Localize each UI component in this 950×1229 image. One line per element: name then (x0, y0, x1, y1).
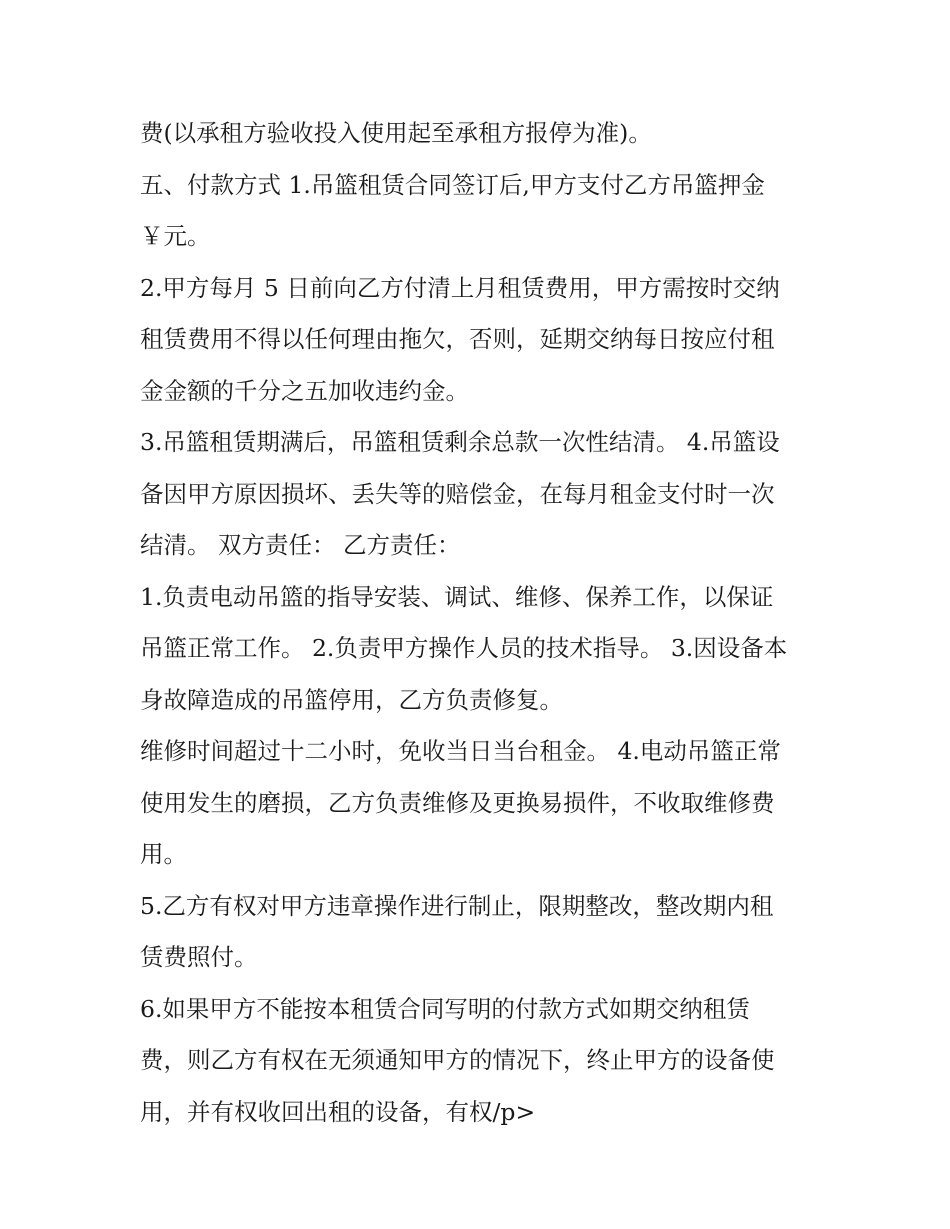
text-line: 结清。 双方责任： 乙方责任： (140, 531, 461, 559)
text-line: 五、付款方式 1.吊篮租赁合同签订后,甲方支付乙方吊篮押金 (140, 170, 765, 199)
text-line: ￥元。 (140, 222, 211, 250)
text-line: 5.乙方有权对甲方违章操作进行制止，限期整改，整改期内租 (140, 891, 774, 920)
text-line: 费，则乙方有权在无须通知甲方的情况下，终止甲方的设备使 (140, 1046, 775, 1074)
contract-text (140, 108, 820, 1138)
text-line: 租赁费用不得以任何理由拖欠，否则，延期交纳每日按应付租 (140, 325, 775, 353)
text-line: 用，并有权收回出租的设备，有权/p> (140, 1097, 536, 1126)
text-line: 金金额的千分之五加收违约金。 (140, 376, 469, 405)
text-line: 维修时间超过十二小时，免收当日当台租金。 4.电动吊篮正常 (140, 737, 781, 765)
text-line: 使用发生的磨损，乙方负责维修及更换易损件，不收取维修费 (140, 788, 775, 817)
text-line: 赁费照付。 (140, 943, 258, 971)
text-line: 3.吊篮租赁期满后，吊篮租赁剩余总款一次性结清。 4.吊篮设 (140, 428, 780, 456)
text-line: 备因甲方原因损坏、丢失等的赔偿金，在每月租金支付时一次 (140, 479, 775, 508)
text-line: 费(以承租方验收投入使用起至承租方报停为准)。 (140, 119, 652, 147)
text-line: 吊篮正常工作。 2.负责甲方操作人员的技术指导。 3.因设备本 (140, 634, 788, 662)
text-line: 6.如果甲方不能按本租赁合同写明的付款方式如期交纳租赁 (140, 994, 750, 1023)
text-line: 用。 (140, 840, 187, 868)
text-line: 1.负责电动吊篮的指导安装、调试、维修、保养工作，以保证 (140, 582, 774, 611)
text-line: 身故障造成的吊篮停用，乙方负责修复。 (140, 685, 563, 714)
text-line: 2.甲方每月 5 日前向乙方付清上月租赁费用，甲方需按时交纳 (140, 273, 780, 302)
